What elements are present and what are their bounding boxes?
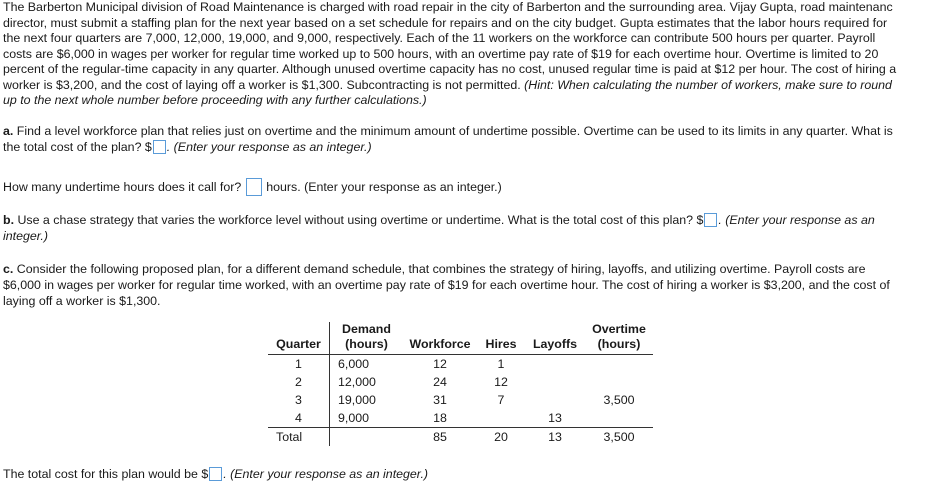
part-c-label: c.: [3, 262, 14, 276]
cell-total-layoffs: 13: [525, 428, 585, 447]
part-c-question-text-3: laying off a worker is $1,300.: [3, 294, 161, 308]
part-b-total-cost-input[interactable]: [704, 213, 717, 227]
intro-line-6-text: worker is $3,200, and the cost of laying off a worker is $1,300. Subcontracting is not permitted.: [3, 77, 521, 92]
part-c-instruction: . (Enter your response as an integer.): [223, 467, 429, 481]
part-a-undertime-input[interactable]: [246, 178, 262, 196]
table-row: [268, 409, 653, 428]
header-workforce: Workforce: [403, 322, 477, 355]
cell-overtime: [585, 373, 653, 391]
part-a-undertime-prompt: How many undertime hours does it call for?: [3, 180, 242, 194]
cell-hires: 7: [497, 393, 505, 407]
cell-quarter: 4: [268, 409, 330, 428]
cell-quarter: 3: [268, 391, 330, 409]
part-c-cost-prompt: The total cost for this plan would be $: [3, 467, 209, 481]
header-demand: [330, 322, 404, 355]
hint-text: (Hint: When calculating the number of workers, make sure to round: [520, 77, 892, 92]
intro-line: director, must submit a staffing plan for the next year based on a set schedule for repairs and on the city budget. Gupta estimates that the labor hours required for: [3, 15, 888, 30]
cell-overtime: [585, 409, 653, 428]
intro-line-6: [3, 78, 934, 94]
cell-demand: 6,000: [338, 357, 370, 371]
part-b-label: b.: [3, 213, 15, 227]
table-total-row: [268, 428, 653, 447]
cell-layoffs: 13: [548, 411, 562, 425]
cell-quarter: 1: [268, 355, 330, 374]
cell-total-demand: [330, 428, 404, 447]
cell-demand: 19,000: [338, 393, 376, 407]
part-a-cost-instruction: . (Enter your response as an integer.): [166, 140, 372, 154]
table-row: [268, 373, 653, 391]
intro-line: The Barberton Municipal division of Road Maintenance is charged with road repair in the city of Barberton and the surrounding area. Vijay Gupta, road maintenanc: [3, 0, 893, 14]
hint-text-continued: up to the next whole number before proceeding with any further calculations.): [3, 93, 427, 107]
cell-layoffs: [525, 355, 585, 374]
part-a-question-text: Find a level workforce plan that relies just on overtime and the minimum amount of undertime possible. Overtime can be used to its limits in any quarter. What is: [13, 124, 893, 138]
header-hires: Hires: [477, 322, 525, 355]
cell-quarter: 2: [268, 373, 330, 391]
part-b-instruction: . (Enter your response as an: [718, 213, 875, 227]
part-c-question-text: Consider the following proposed plan, for a different demand schedule, that combines the strategy of hiring, layoffs, and utilizing overtime. Payroll costs are: [13, 262, 866, 276]
part-a-undertime-question: [3, 178, 934, 196]
part-a-undertime-instruction: hours. (Enter your response as an integer.): [266, 180, 502, 194]
table-row: [268, 391, 653, 409]
header-layoffs: Layoffs: [525, 322, 585, 355]
header-demand-top: Demand: [342, 322, 391, 336]
cell-workforce: 12: [433, 357, 447, 371]
header-overtime-bottom: (hours): [597, 337, 641, 351]
header-demand-bottom: (hours): [345, 337, 388, 351]
part-b-instruction-continued: integer.): [3, 229, 48, 243]
part-a-question: [3, 123, 934, 155]
cell-layoffs: [525, 373, 585, 391]
table-row: [268, 355, 653, 374]
part-a-label: a.: [3, 124, 14, 138]
intro-line: percent of the regular-time capacity in any quarter. Although unused overtime capacity has no cost, unused regular time is paid at $12 per hour. The cost of hiring a: [3, 62, 897, 76]
cell-workforce: 31: [433, 393, 447, 407]
cell-overtime: [585, 355, 653, 374]
problem-statement: [3, 0, 934, 109]
cell-layoffs: [525, 391, 585, 409]
cell-hires: 1: [497, 357, 505, 371]
cell-demand: 12,000: [338, 375, 376, 389]
header-overtime: [585, 322, 653, 355]
header-quarter: Quarter: [268, 322, 330, 355]
header-overtime-top: Overtime: [592, 322, 646, 336]
cell-total-workforce: 85: [403, 428, 477, 447]
table-header-row: [268, 322, 653, 355]
part-c-question: [3, 261, 934, 309]
part-c-total-cost-input[interactable]: [209, 467, 222, 481]
part-a-total-cost-input[interactable]: [153, 140, 166, 154]
cell-total-label: Total: [268, 428, 330, 447]
cell-total-overtime: 3,500: [585, 428, 653, 447]
cell-workforce: 24: [433, 375, 447, 389]
intro-line: costs are $6,000 in wages per worker for regular time worked up to 500 hours, with an overtime pay rate of $19 for each overtime hour. Overtime is limited to 20: [3, 46, 879, 61]
part-c-answer-line: [3, 466, 934, 482]
part-a-cost-prompt: the total cost of the plan? $: [3, 140, 152, 154]
part-b-question: [3, 212, 934, 244]
cell-workforce: 18: [433, 411, 447, 425]
cell-hires: [477, 409, 525, 428]
cell-total-hires: 20: [477, 428, 525, 447]
part-c-question-text-2: $6,000 in wages per worker for regular time worked, with an overtime pay rate of $19 for each overtime hour. The cost of hiring a worker is $3,200, and the cost of: [3, 278, 890, 292]
cell-overtime: 3,500: [603, 393, 635, 407]
intro-line: the next four quarters are 7,000, 12,000, 19,000, and 9,000, respectively. Each of the 11 workers on the workforce can contribute 500 hours per quarter. Payroll: [3, 31, 876, 45]
cell-hires: 12: [494, 375, 508, 389]
part-b-question-text: Use a chase strategy that varies the workforce level without using overtime or undertime. What is the total cost of this plan? $: [14, 213, 704, 227]
cell-demand: 9,000: [338, 411, 370, 425]
staffing-plan-table: [268, 322, 653, 446]
